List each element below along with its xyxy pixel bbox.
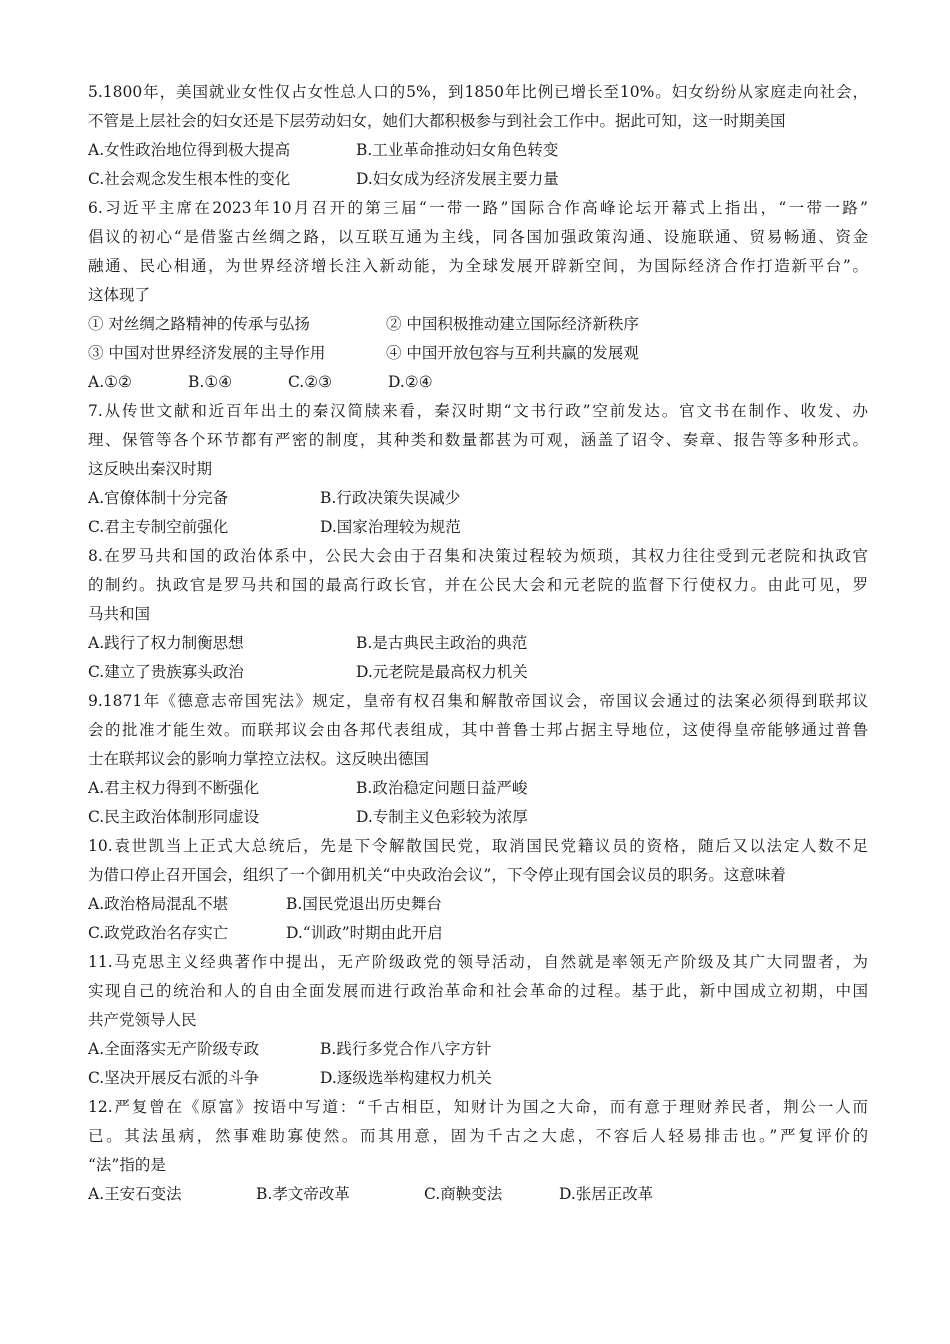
option-c[interactable]: C.政党政治名存实亡 (88, 924, 229, 942)
option-row (88, 774, 868, 803)
option-c[interactable]: C.建立了贵族寡头政治 (88, 663, 244, 681)
option-b[interactable]: B.政治稳定问题日益严峻 (356, 779, 528, 797)
question-stem-line: 10.袁世凯当上正式大总统后，先是下令解散国民党，取消国民党籍议员的资格，随后又以法定人数不足 (88, 837, 868, 855)
option-b[interactable]: B.工业革命推动妇女角色转变 (356, 141, 559, 159)
option-a[interactable]: A.君主权力得到不断强化 (88, 779, 260, 797)
question-stem-line: 为借口停止召开国会，组织了一个御用机关“中央政治会议”，下令停止现有国会议员的职务。这意味着 (88, 866, 786, 884)
option-b[interactable]: B.行政决策失误减少 (320, 489, 461, 507)
option-b[interactable]: B.孝文帝改革 (256, 1185, 350, 1203)
option-row (88, 368, 868, 397)
option-a[interactable]: A.女性政治地位得到极大提高 (88, 141, 291, 159)
option-row (88, 803, 868, 832)
question-stem-line: 实现自己的统治和人的自由全面发展而进行政治革命和社会革命的过程。基于此，新中国成立初期，中国 (88, 982, 868, 1000)
question-stem-line: 已。其法虽病，然事难助寡使然。而其用意，固为千古之大虑，不容后人轻易排击也。”严复评价的 (88, 1127, 868, 1145)
option-row (88, 658, 868, 687)
question-5 (88, 78, 868, 194)
question-8 (88, 542, 868, 687)
option-row (88, 1035, 868, 1064)
question-stem-line: 士在联邦议会的影响力掌控立法权。这反映出德国 (88, 750, 430, 768)
option-d[interactable]: D.元老院是最高权力机关 (356, 663, 528, 681)
option-d[interactable]: D.专制主义色彩较为浓厚 (356, 808, 528, 826)
question-stem-line: 6.习近平主席在2023年10月召开的第三届“一带一路”国际合作高峰论坛开幕式上指出，“一带一路” (88, 199, 868, 217)
option-c[interactable]: C.民主政治体制形同虚设 (88, 808, 260, 826)
option-a[interactable]: A.全面落实无产阶级专政 (88, 1040, 260, 1058)
option-d[interactable]: D.②④ (388, 373, 433, 391)
option-row (88, 484, 868, 513)
question-stem-line: 这反映出秦汉时期 (88, 460, 213, 478)
option-c[interactable]: C.社会观念发生根本性的变化 (88, 170, 291, 188)
option-row (88, 629, 868, 658)
question-stem-line: 的制约。执政官是罗马共和国的最高行政长官，并在公民大会和元老院的监督下行使权力。由此可见，罗 (88, 576, 868, 594)
statement-4: ④ 中国开放包容与互利共赢的发展观 (386, 344, 639, 362)
option-b[interactable]: B.①④ (188, 373, 233, 391)
option-row (88, 919, 868, 948)
question-stem-line: 9.1871年《德意志帝国宪法》规定，皇帝有权召集和解散帝国议会，帝国议会通过的法案必须得到联邦议 (88, 692, 868, 710)
option-b[interactable]: B.践行多党合作八字方针 (320, 1040, 492, 1058)
option-d[interactable]: D.“训政”时期由此开启 (286, 924, 443, 942)
question-stem-line: 这体现了 (88, 286, 151, 304)
statement-3: ③ 中国对世界经济发展的主导作用 (88, 344, 326, 362)
question-stem-line: 理、保管等各个环节都有严密的制度，其种类和数量都甚为可观，涵盖了诏令、奏章、报告等多种形式。 (88, 431, 868, 449)
question-10 (88, 832, 868, 948)
option-b[interactable]: B.国民党退出历史舞台 (286, 895, 442, 913)
exam-document (88, 78, 868, 1209)
question-stem-line: 5.1800年，美国就业女性仅占女性总人口的5%，到1850年比例已增长至10%。妇女纷纷从家庭走向社会， (88, 83, 868, 101)
option-row (88, 1064, 868, 1093)
statement-row (88, 339, 868, 368)
option-a[interactable]: A.践行了权力制衡思想 (88, 634, 244, 652)
option-d[interactable]: D.逐级选举构建权力机关 (320, 1069, 492, 1087)
option-row (88, 136, 868, 165)
option-row (88, 165, 868, 194)
statement-1: ① 对丝绸之路精神的传承与弘扬 (88, 315, 310, 333)
option-c[interactable]: C.商鞅变法 (424, 1185, 503, 1203)
question-7 (88, 397, 868, 542)
question-stem-line: 不管是上层社会的妇女还是下层劳动妇女，她们大都积极参与到社会工作中。据此可知，这一时期美国 (88, 112, 786, 130)
option-a[interactable]: A.①② (88, 373, 132, 391)
option-c[interactable]: C.君主专制空前强化 (88, 518, 229, 536)
question-stem-line: 12.严复曾在《原富》按语中写道：“千古相臣，知财计为国之大命，而有意于理财养民者，荆公一人而 (88, 1098, 868, 1116)
option-d[interactable]: D.妇女成为经济发展主要力量 (356, 170, 559, 188)
question-stem-line: 7.从传世文献和近百年出土的秦汉简牍来看，秦汉时期“文书行政”空前发达。官文书在制作、收发、办 (88, 402, 868, 420)
question-stem-line: 共产党领导人民 (88, 1011, 197, 1029)
option-a[interactable]: A.政治格局混乱不堪 (88, 895, 229, 913)
question-stem-line: 倡议的初心“是借鉴古丝绸之路，以互联互通为主线，同各国加强政策沟通、设施联通、贸易畅通、资金 (88, 228, 868, 246)
option-row (88, 513, 868, 542)
question-12 (88, 1093, 868, 1209)
option-d[interactable]: D.国家治理较为规范 (320, 518, 461, 536)
question-stem-line: 马共和国 (88, 605, 151, 623)
option-b[interactable]: B.是古典民主政治的典范 (356, 634, 528, 652)
question-11 (88, 948, 868, 1093)
question-stem-line: 会的批准才能生效。而联邦议会由各邦代表组成，其中普鲁士邦占据主导地位，这使得皇帝能够通过普鲁 (88, 721, 868, 739)
question-9 (88, 687, 868, 832)
option-row (88, 890, 868, 919)
question-stem-line: 8.在罗马共和国的政治体系中，公民大会由于召集和决策过程较为烦琐，其权力往往受到元老院和执政官 (88, 547, 868, 565)
option-c[interactable]: C.②③ (288, 373, 333, 391)
statement-2: ② 中国积极推动建立国际经济新秩序 (386, 315, 639, 333)
option-a[interactable]: A.官僚体制十分完备 (88, 489, 229, 507)
question-stem-line: “法”指的是 (88, 1156, 166, 1174)
question-stem-line: 融通、民心相通，为世界经济增长注入新动能，为全球发展开辟新空间，为国际经济合作打造新平台”。 (88, 257, 868, 275)
question-stem-line: 11.马克思主义经典著作中提出，无产阶级政党的领导活动，自然就是率领无产阶级及其广大同盟者，为 (88, 953, 868, 971)
option-row (88, 1180, 868, 1209)
option-d[interactable]: D.张居正改革 (559, 1185, 654, 1203)
question-6 (88, 194, 868, 397)
option-a[interactable]: A.王安石变法 (88, 1185, 182, 1203)
option-c[interactable]: C.坚决开展反右派的斗争 (88, 1069, 260, 1087)
statement-row (88, 310, 868, 339)
